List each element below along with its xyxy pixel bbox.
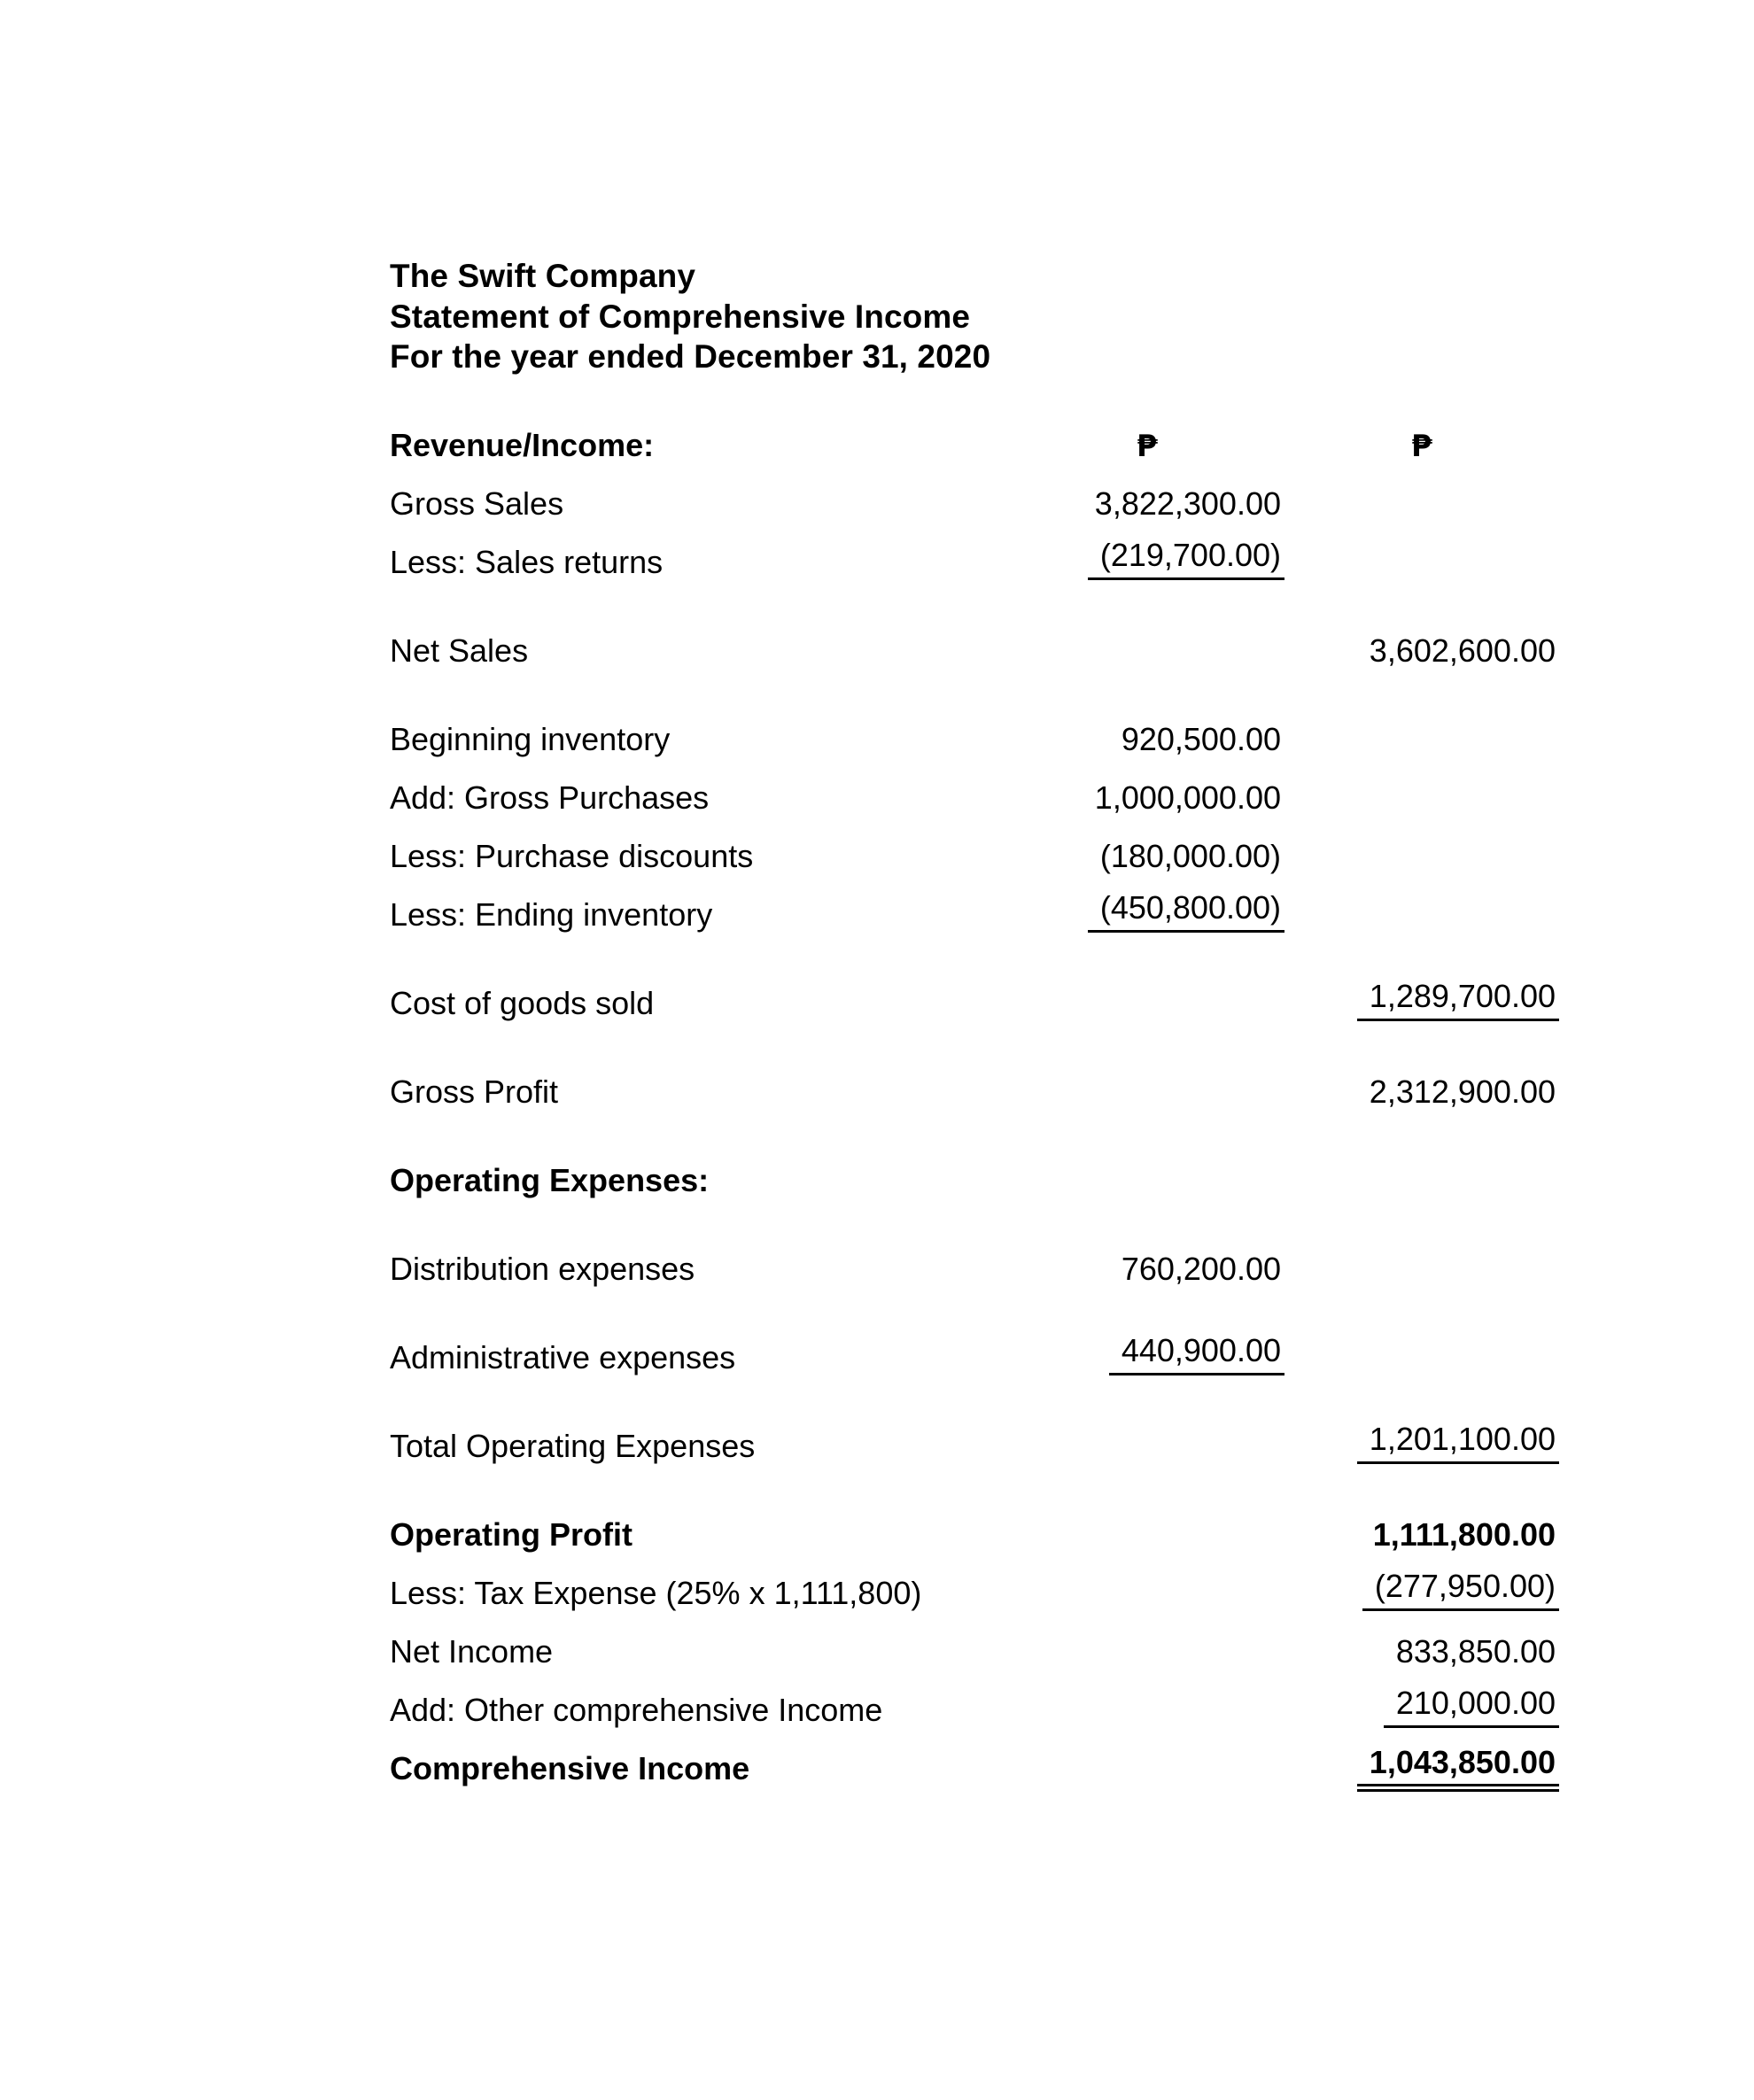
row-spacer-cell (390, 1287, 1559, 1317)
row-amount-column-1 (1010, 522, 1284, 580)
row-spacer-cell (390, 1198, 1559, 1228)
statement-row (390, 463, 1559, 522)
statement-row (390, 405, 1559, 463)
statement-row (390, 1317, 1559, 1375)
statement-body (390, 405, 1559, 1786)
statement-row (390, 522, 1559, 580)
amount-value: 1,043,850.00 (1357, 1745, 1559, 1786)
row-label: Total Operating Expenses (390, 1428, 756, 1465)
row-label: Net Income (390, 1633, 554, 1670)
row-label: Gross Profit (390, 1073, 559, 1111)
row-spacer (390, 1287, 1559, 1317)
amount-value: 3,822,300.00 (1094, 485, 1281, 523)
row-spacer (390, 1375, 1559, 1406)
row-spacer-cell (390, 933, 1559, 963)
row-spacer-cell (390, 669, 1559, 699)
row-amount-column-2 (1284, 405, 1559, 463)
row-amount-column-1 (1010, 1611, 1284, 1670)
row-spacer (390, 1464, 1559, 1494)
row-amount-column-1 (1010, 874, 1284, 933)
row-spacer (390, 933, 1559, 963)
currency-symbol-col2: ₱ (1411, 428, 1432, 464)
row-spacer (390, 1110, 1559, 1140)
row-spacer-cell (390, 1021, 1559, 1051)
statement-row (390, 1406, 1559, 1464)
row-amount-column-2 (1284, 699, 1559, 757)
amount-value: 833,850.00 (1395, 1633, 1556, 1670)
statement-row (390, 1670, 1559, 1728)
statement-row (390, 757, 1559, 816)
row-amount-column-1 (1010, 463, 1284, 522)
row-amount-column-2 (1284, 816, 1559, 874)
row-amount-column-1 (1010, 963, 1284, 1021)
row-amount-column-1 (1010, 405, 1284, 463)
amount-value: 1,201,100.00 (1357, 1422, 1559, 1464)
row-spacer (390, 1021, 1559, 1051)
income-statement-sheet (390, 257, 1559, 1786)
row-amount-column-2 (1284, 1317, 1559, 1375)
row-amount-column-2 (1284, 1553, 1559, 1611)
row-amount-column-1 (1010, 610, 1284, 669)
row-spacer (390, 580, 1559, 610)
amount-value: 440,900.00 (1109, 1333, 1284, 1375)
row-amount-column-1 (1010, 699, 1284, 757)
amount-value: 920,500.00 (1121, 721, 1281, 758)
row-amount-column-1 (1010, 1317, 1284, 1375)
amount-value: (180,000.00) (1099, 838, 1281, 875)
row-label: Less: Purchase discounts (390, 838, 754, 875)
row-amount-column-2 (1284, 1228, 1559, 1287)
row-amount-column-1 (1010, 757, 1284, 816)
row-amount-column-1 (1010, 1553, 1284, 1611)
company-name: The Swift Company (390, 258, 695, 294)
amount-value: 1,111,800.00 (1372, 1516, 1556, 1554)
income-statement-table (390, 405, 1559, 1786)
statement-row (390, 1728, 1559, 1786)
row-amount-column-2 (1284, 1140, 1559, 1198)
row-amount-column-2 (1284, 874, 1559, 933)
amount-value: 3,602,600.00 (1369, 632, 1556, 670)
row-amount-column-2 (1284, 610, 1559, 669)
row-spacer (390, 1198, 1559, 1228)
statement-heading (390, 257, 1559, 376)
row-label: Cost of goods sold (390, 985, 655, 1022)
row-label: Less: Ending inventory (390, 896, 713, 934)
row-spacer-cell (390, 1375, 1559, 1406)
currency-symbol-col1: ₱ (1137, 428, 1158, 464)
statement-row (390, 1611, 1559, 1670)
row-label: Revenue/Income: (390, 427, 655, 464)
row-label: Gross Sales (390, 485, 564, 523)
amount-value: 1,289,700.00 (1357, 979, 1559, 1021)
statement-row (390, 610, 1559, 669)
statement-period: For the year ended December 31, 2020 (390, 338, 991, 376)
amount-value: 210,000.00 (1384, 1685, 1559, 1728)
row-label: Less: Tax Expense (25% x 1,111,800) (390, 1575, 922, 1612)
statement-row (390, 1228, 1559, 1287)
row-amount-column-2 (1284, 1670, 1559, 1728)
statement-row (390, 816, 1559, 874)
row-amount-column-1 (1010, 1140, 1284, 1198)
amount-value: (277,950.00) (1362, 1569, 1559, 1611)
row-amount-column-2 (1284, 1051, 1559, 1110)
row-amount-column-1 (1010, 1670, 1284, 1728)
statement-row (390, 874, 1559, 933)
row-label: Operating Profit (390, 1516, 633, 1554)
row-spacer-cell (390, 1464, 1559, 1494)
row-amount-column-1 (1010, 1406, 1284, 1464)
row-amount-column-2 (1284, 963, 1559, 1021)
row-amount-column-2 (1284, 1406, 1559, 1464)
row-amount-column-1 (1010, 1051, 1284, 1110)
statement-row (390, 1553, 1559, 1611)
row-spacer (390, 669, 1559, 699)
row-spacer-cell (390, 1110, 1559, 1140)
row-label: Add: Other comprehensive Income (390, 1692, 883, 1729)
row-amount-column-2 (1284, 1611, 1559, 1670)
statement-row (390, 699, 1559, 757)
row-amount-column-1 (1010, 1728, 1284, 1786)
statement-row (390, 1051, 1559, 1110)
row-amount-column-2 (1284, 757, 1559, 816)
row-amount-column-2 (1284, 522, 1559, 580)
row-amount-column-2 (1284, 463, 1559, 522)
row-amount-column-2 (1284, 1494, 1559, 1553)
amount-value: (450,800.00) (1088, 890, 1284, 933)
statement-title: Statement of Comprehensive Income (390, 298, 971, 335)
row-label: Administrative expenses (390, 1339, 736, 1376)
row-amount-column-1 (1010, 1494, 1284, 1553)
row-amount-column-1 (1010, 816, 1284, 874)
statement-row (390, 963, 1559, 1021)
row-label: Operating Expenses: (390, 1162, 710, 1199)
row-label: Net Sales (390, 632, 529, 670)
amount-value: 2,312,900.00 (1369, 1073, 1556, 1111)
row-label: Less: Sales returns (390, 544, 664, 581)
amount-value: (219,700.00) (1088, 538, 1284, 580)
amount-value: 760,200.00 (1121, 1251, 1281, 1288)
amount-value: 1,000,000.00 (1094, 779, 1281, 817)
row-label: Add: Gross Purchases (390, 779, 710, 817)
row-label: Distribution expenses (390, 1251, 695, 1288)
row-amount-column-2 (1284, 1728, 1559, 1786)
row-amount-column-1 (1010, 1228, 1284, 1287)
row-label: Comprehensive Income (390, 1750, 750, 1787)
row-spacer-cell (390, 580, 1559, 610)
statement-row (390, 1140, 1559, 1198)
statement-row (390, 1494, 1559, 1553)
row-label: Beginning inventory (390, 721, 671, 758)
